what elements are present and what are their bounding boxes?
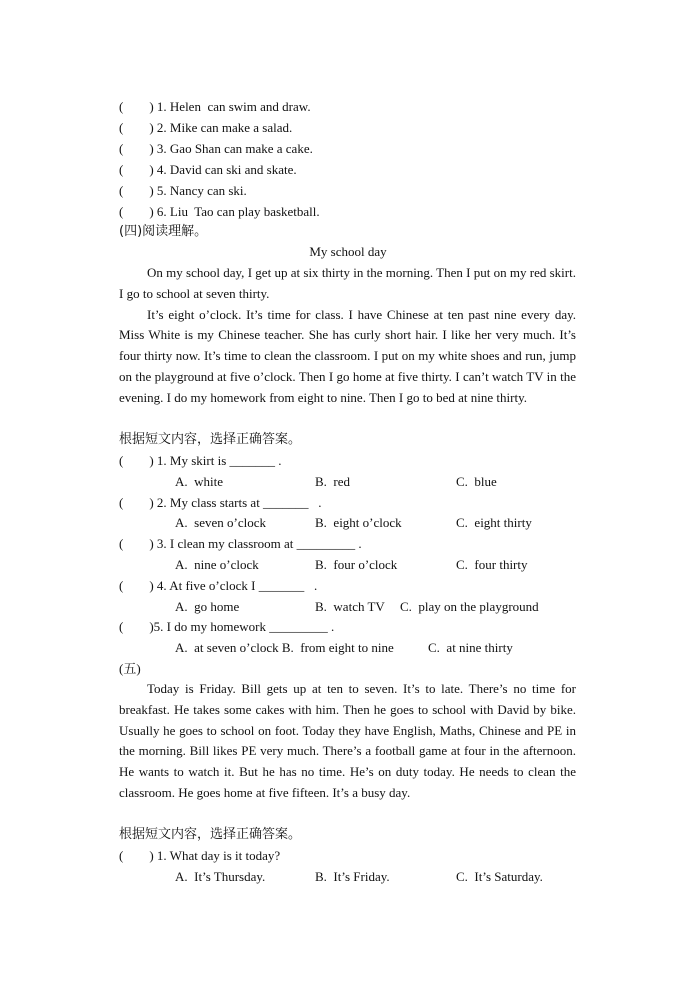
question-4-3-stem: ( ) 3. I clean my classroom at _________ . xyxy=(119,536,362,551)
question-5-1-option-b: B. It’s Friday. xyxy=(315,869,390,884)
section-5-heading: (五) xyxy=(119,661,141,676)
question-5-1-stem: ( ) 1. What day is it today? xyxy=(119,848,281,863)
judge-item-6: ( ) 6. Liu Tao can play basketball. xyxy=(119,204,320,219)
passage-5-paragraph: Today is Friday. Bill gets up at ten to seven. It’s to late. There’s no time for breakfast. He takes some cakes with him. Then he goes to school with David by bike. Usually he goes to school on foot. Today they have English, Maths, Chinese and PE in the morning. Bill likes PE very much. There’s a football game at four in the afternoon. He wants to watch it. But he has no time. He’s on duty today. He needs to clean the classroom. He goes home at five fifteen. It’s a busy day. xyxy=(119,681,576,800)
question-4-3-option-b: B. four o’clock xyxy=(315,557,398,572)
section-5-instruction: 根据短文内容，选择正确答案。 xyxy=(119,827,302,842)
question-4-1-option-a: A. white xyxy=(175,474,224,489)
passage-4 xyxy=(119,263,576,409)
question-4-2-option-a: A. seven o’clock xyxy=(175,515,266,530)
section-4-instruction: 根据短文内容，选择正确答案。 xyxy=(119,432,302,447)
question-4-2-option-b: B. eight o’clock xyxy=(315,515,402,530)
judge-item-2: ( ) 2. Mike can make a salad. xyxy=(119,120,293,135)
passage-4-paragraph-1: On my school day, I get up at six thirty in the morning. Then I put on my red skirt. I go to school at seven thirty. xyxy=(119,265,576,301)
question-4-2-stem: ( ) 2. My class starts at _______ . xyxy=(119,495,322,510)
judge-item-5: ( ) 5. Nancy can ski. xyxy=(119,183,247,198)
judge-item-1: ( ) 1. Helen can swim and draw. xyxy=(119,99,311,114)
question-4-1-option-b: B. red xyxy=(315,474,351,489)
question-4-4-option-a: A. go home xyxy=(175,599,240,614)
question-4-5-option-ab: A. at seven o’clock B. from eight to nine xyxy=(175,640,394,655)
question-4-4-stem: ( ) 4. At five o’clock I _______ . xyxy=(119,578,318,593)
question-5-1-option-c: C. It’s Saturday. xyxy=(456,869,543,884)
passage-4-paragraph-2: It’s eight o’clock. It’s time for class. I have Chinese at ten past nine every day. Miss White is my Chinese teacher. She has curly short hair. I like her very much. It’s four thirty now. It’s time to clean the classroom. I put on my white shoes and run, jump on the playground at five o’clock. Then I go home at five thirty. I can’t watch TV in the evening. I do my homework from eight to nine. Then I go to bed at nine thirty. xyxy=(119,306,576,405)
question-4-1-option-c: C. blue xyxy=(456,474,497,489)
passage-title: My school day xyxy=(309,244,387,259)
judge-item-3: ( ) 3. Gao Shan can make a cake. xyxy=(119,141,313,156)
question-4-3-option-c: C. four thirty xyxy=(456,557,528,572)
question-4-1-stem: ( ) 1. My skirt is _______ . xyxy=(119,453,282,468)
question-4-4-option-c: C. play on the playground xyxy=(400,599,539,614)
question-5-1-option-a: A. It’s Thursday. xyxy=(175,869,266,884)
question-4-3-option-a: A. nine o’clock xyxy=(175,557,259,572)
question-4-2-option-c: C. eight thirty xyxy=(456,515,532,530)
question-4-5-stem: ( )5. I do my homework _________ . xyxy=(119,619,335,634)
judge-item-4: ( ) 4. David can ski and skate. xyxy=(119,162,297,177)
passage-5 xyxy=(119,679,576,804)
question-4-5-option-c: C. at nine thirty xyxy=(428,640,513,655)
question-4-4-option-b: B. watch TV xyxy=(315,599,385,614)
section-4-heading: (四)阅读理解。 xyxy=(119,224,208,239)
